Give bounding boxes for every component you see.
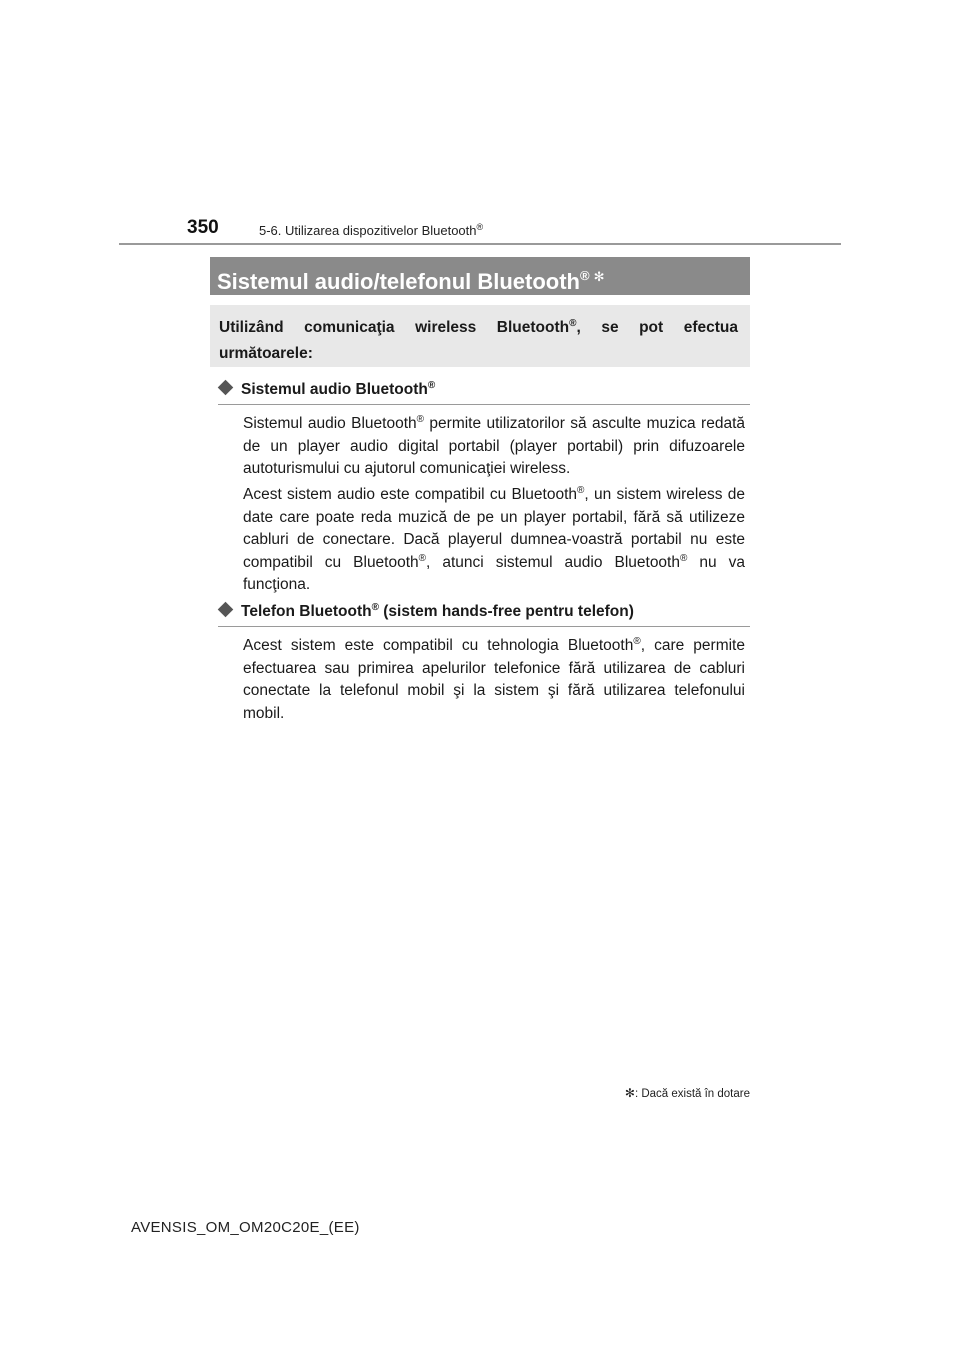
registered-mark: ® [569, 318, 577, 329]
registered-mark: ® [371, 602, 379, 613]
page-title [210, 257, 750, 295]
text-run: Sistemul audio Bluetooth [243, 415, 417, 432]
paragraph-audio-2 [243, 484, 745, 597]
registered-mark: ® [577, 485, 585, 496]
text-run: , care permite efectuarea sau primirea apelurilor telefonice fără utilizarea de cabluri conectate la telefonul mobil şi la sistem şi fără utilizarea telefonului mobil. [243, 637, 745, 722]
registered-mark: ® [580, 268, 590, 283]
section-header [259, 222, 483, 238]
section-title-text: Telefon Bluetooth [241, 603, 372, 620]
registered-mark: ® [416, 414, 425, 425]
asterisk-icon: ✻ [593, 269, 605, 284]
diamond-bullet-icon [218, 602, 234, 618]
text-run: Acest sistem este compatibil cu tehnologia Bluetooth [243, 637, 634, 654]
text-run: nu va funcţiona. [243, 553, 745, 593]
intro-text: Utilizând comunicaţia wireless Bluetooth [219, 319, 570, 336]
text-run: permite utilizatorilor să asculte muzica redată de un player audio digital portabil (player portabil) prin difuzoarele autoturismului cu ajutorul comunicaţiei wireless. [243, 415, 746, 477]
registered-mark: ® [427, 380, 436, 391]
paragraph-phone-1 [243, 635, 745, 725]
paragraph-audio-1 [243, 413, 745, 481]
registered-mark: ® [476, 222, 484, 232]
section-title-text: Sistemul audio Bluetooth [241, 381, 428, 398]
text-run: Acest sistem audio este compatibil cu Bluetooth [243, 486, 578, 503]
section-title-text-cont: (sistem hands-free pentru telefon) [378, 603, 634, 620]
text-run: , un sistem wireless de date care poate reda muzică de pe un player portabil, fără să utilizeze cabluri de conectare. Dacă playerul dumnea-voastră portabil nu este compatibil cu Bluetooth [243, 486, 746, 571]
text-run: , atunci sistemul audio Bluetooth [426, 553, 680, 571]
registered-mark: ® [679, 552, 688, 564]
footnote-text: : Dacă există în dotare [634, 1088, 750, 1100]
section-header-text: 5-6. Utilizarea dispozitivelor Bluetooth [259, 223, 477, 238]
header-divider [119, 243, 841, 245]
footnote [602, 1086, 750, 1100]
registered-mark: ® [633, 636, 641, 647]
section-title-phone [218, 603, 750, 627]
intro-text-cont: , se pot efectua următoarele: [219, 319, 738, 362]
asterisk-icon: ✻ [624, 1086, 635, 1100]
registered-mark: ® [418, 552, 427, 564]
page-number: 350 [187, 217, 219, 238]
intro-box [210, 305, 750, 367]
diamond-bullet-icon [218, 380, 234, 396]
document-code: AVENSIS_OM_OM20C20E_(EE) [131, 1219, 360, 1236]
section-title-audio [218, 381, 750, 405]
page-title-text: Sistemul audio/telefonul Bluetooth [217, 269, 580, 294]
